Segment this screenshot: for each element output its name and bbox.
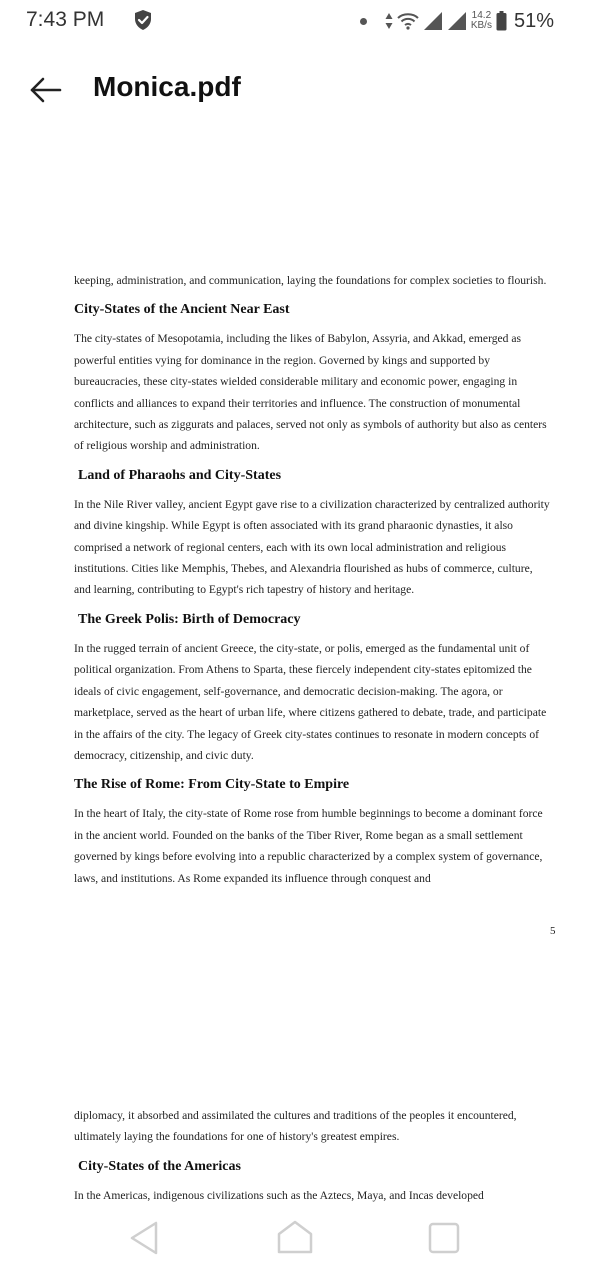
nav-home-button[interactable] — [275, 1218, 315, 1258]
arrow-left-icon — [28, 72, 64, 108]
nav-recents-button[interactable] — [424, 1218, 464, 1258]
section-heading: The Greek Polis: Birth of Democracy — [78, 611, 301, 627]
nav-back-button[interactable] — [128, 1218, 168, 1258]
network-speed — [471, 11, 492, 31]
paragraph: The city-states of Mesopotamia, including the likes of Babylon, Assyria, and Akkad, emerged as powerful entities vying for dominance in the region. Governed by kings and supported by bureaucracies, these city-states wielded considerable military and economic power, engaging in conflicts and alliances to expand their territories and influence. The construction of monumental architecture, such as ziggurats and palaces, served not only as symbols of authority but also as centers of religious worship and administration. — [74, 332, 547, 453]
signal-icon — [447, 11, 467, 31]
app-bar — [0, 60, 590, 120]
pdf-page-5 — [0, 262, 590, 889]
paragraph: In the heart of Italy, the city-state of Rome rose from humble beginnings to become a dominant force in the ancient world. Founded on the banks of the Tiber River, Rome began as a small settlement governed by kings before evolving into a republic characterized by a complex system of governance, laws, and institutions. As Rome expanded its influence through conquest and — [74, 807, 543, 885]
back-triangle-icon — [128, 1218, 168, 1258]
section-heading: Land of Pharaohs and City-States — [78, 467, 282, 483]
speed-unit: KB/s — [470, 20, 492, 31]
notification-dot-icon — [360, 18, 367, 25]
paragraph: In the Nile River valley, ancient Egypt gave rise to a civilization characterized by centralized authority and divine kingship. While Egypt is often associated with its grand pharaonic dynasties, it also comprised a network of regional centers, each with its own local administration and religious institutions. Cities like Memphis, Thebes, and Alexandria flourished as hubs of commerce, culture, and learning, contributing to Egypt's rich tapestry of history and heritage. — [74, 497, 550, 597]
page-number: 5 — [550, 925, 556, 937]
signal-icon — [423, 11, 443, 31]
home-icon — [275, 1218, 315, 1258]
paragraph: In the rugged terrain of ancient Greece, the city-state, or polis, emerged as the fundamental unit of political organization. From Athens to Sparta, these fiercely independent city-states epitomized the ideals of civic engagement, self-governance, and democratic decision-making. The agora, or marketplace, served as the heart of urban life, where citizens gathered to debate, trade, and participate in the affairs of the city. The legacy of Greek city-states continues to resonate in modern concepts of democracy, citizenship, and civic duty. — [74, 641, 547, 762]
battery-percent: 51% — [513, 9, 554, 32]
speed-value: 14.2 — [471, 10, 492, 21]
document-title: Monica.pdf — [93, 71, 241, 102]
paragraph: diplomacy, it absorbed and assimilated the cultures and traditions of the peoples it encountered, ultimately laying the foundations for one of history's greatest empires. — [74, 1109, 517, 1144]
back-button[interactable] — [28, 72, 64, 108]
section-heading: City-States of the Ancient Near East — [74, 302, 290, 318]
paragraph: keeping, administration, and communication, laying the foundations for complex societies to flourish. — [74, 274, 547, 287]
data-arrows-icon — [385, 12, 393, 30]
battery-icon — [496, 11, 507, 31]
section-heading: City-States of the Americas — [78, 1158, 241, 1174]
wifi-icon — [397, 12, 419, 30]
system-nav-bar — [0, 1215, 590, 1265]
recents-square-icon — [424, 1218, 464, 1258]
shield-icon — [133, 9, 153, 31]
paragraph: In the Americas, indigenous civilizations such as the Aztecs, Maya, and Incas developed — [74, 1188, 484, 1202]
status-time: 7:43 PM — [26, 8, 105, 31]
pdf-page-6 — [0, 1105, 590, 1206]
status-bar — [0, 0, 590, 44]
status-icons — [360, 7, 554, 35]
section-heading: The Rise of Rome: From City-State to Empire — [74, 777, 350, 793]
